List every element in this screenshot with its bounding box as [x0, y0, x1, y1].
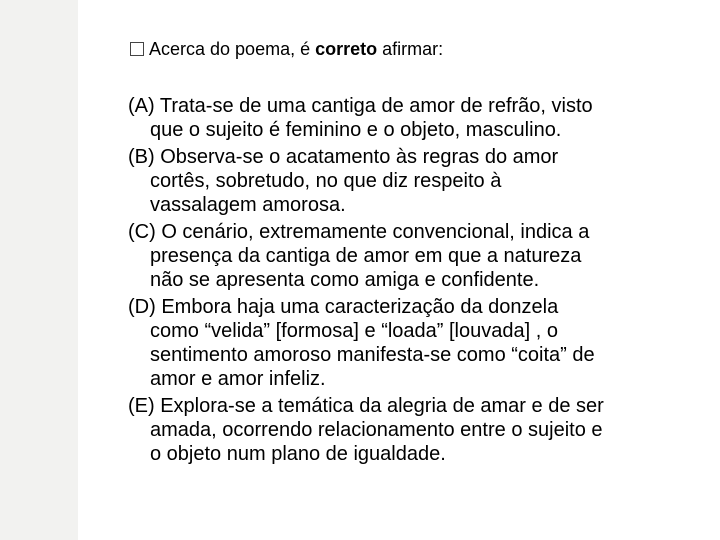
answer-options — [128, 94, 713, 469]
question-tail: afirmar: — [377, 39, 444, 59]
question-prompt — [130, 38, 443, 60]
option-line: (D) Embora haja uma caracterização da donzela — [128, 296, 559, 318]
option-c — [128, 220, 713, 292]
option-line: amor e amor infeliz. — [150, 368, 326, 390]
option-line: o objeto num plano de igualdade. — [150, 443, 446, 465]
option-line: (B) Observa-se o acatamento às regras do amor — [128, 146, 559, 168]
option-line: (A) Trata-se de uma cantiga de amor de refrão, visto — [128, 95, 593, 117]
option-line: sentimento amoroso manifesta-se como “coita” de — [150, 344, 595, 366]
option-line: (E) Explora-se a temática da alegria de amar e de ser — [128, 395, 604, 417]
option-line: presença da cantiga de amor em que a natureza — [150, 245, 582, 267]
option-line: vassalagem amorosa. — [150, 194, 346, 216]
option-line: que o sujeito é feminino e o objeto, masculino. — [150, 119, 562, 141]
option-line: (C) O cenário, extremamente convencional, indica a — [128, 221, 590, 243]
option-b — [128, 145, 713, 217]
checkbox-bullet-icon — [130, 42, 144, 56]
question-bold: correto — [315, 39, 378, 59]
option-d — [128, 295, 713, 391]
option-a — [128, 94, 713, 142]
option-line: como “velida” [formosa] e “loada” [louvada] , o — [150, 320, 558, 342]
question-lead: Acerca do poema, é — [149, 39, 316, 59]
option-line: não se apresenta como amiga e confidente. — [150, 269, 540, 291]
option-e — [128, 394, 713, 466]
left-decorative-band — [0, 0, 78, 540]
option-line: amada, ocorrendo relacionamento entre o sujeito e — [150, 419, 603, 441]
option-line: cortês, sobretudo, no que diz respeito à — [150, 170, 502, 192]
